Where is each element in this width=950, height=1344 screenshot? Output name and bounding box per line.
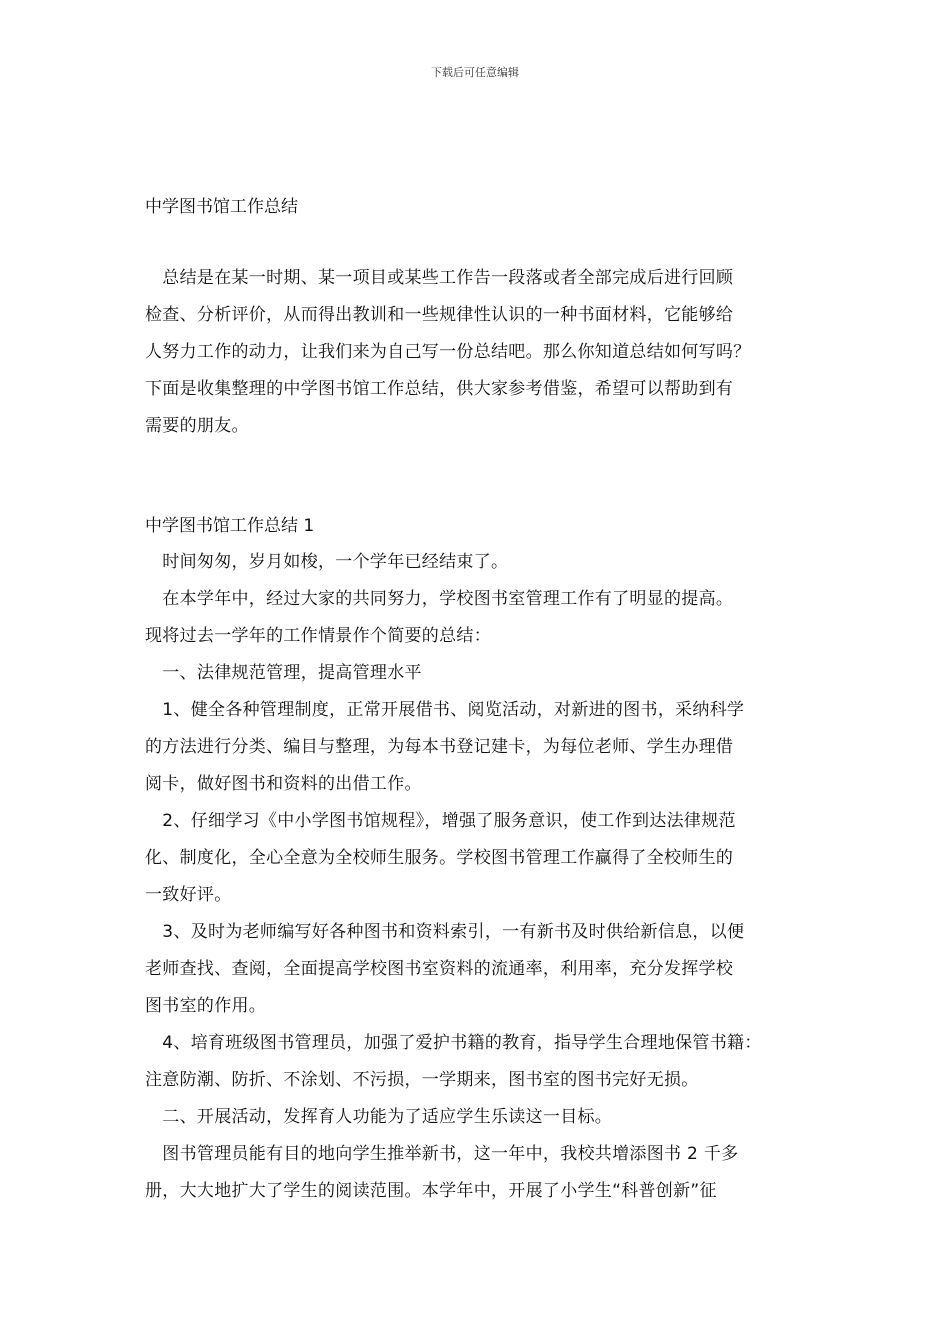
body-line: 时间匆匆，岁月如梭，一个学年已经结束了。 bbox=[145, 552, 509, 572]
body-line: 一、法律规范管理，提高管理水平 bbox=[145, 663, 422, 683]
body-line: 老师查找、查阅，全面提高学校图书室资料的流通率，利用率，充分发挥学校 bbox=[145, 959, 734, 979]
body-line: 2、仔细学习《中小学图书馆规程》，增强了服务意识，使工作到达法律规范 bbox=[145, 811, 736, 831]
intro-line: 检查、分析评价，从而得出教训和一些规律性认识的一种书面材料，它能够给 bbox=[145, 305, 734, 325]
body-line: 图书室的作用。 bbox=[145, 996, 267, 1016]
document-title: 中学图书馆工作总结 bbox=[145, 197, 298, 217]
intro-line: 人努力工作的动力，让我们来为自己写一份总结吧。那么你知道总结如何写吗？ bbox=[145, 342, 751, 362]
body-line: 图书管理员能有目的地向学生推举新书，这一年中，我校共增添图书 2 千多 bbox=[145, 1144, 739, 1164]
intro-paragraph bbox=[145, 260, 815, 445]
body-line: 一致好评。 bbox=[145, 885, 232, 905]
section-body bbox=[145, 544, 815, 1210]
body-line: 注意防潮、防折、不涂划、不污损，一学期来，图书室的图书完好无损。 bbox=[145, 1070, 699, 1090]
body-line: 3、及时为老师编写好各种图书和资料索引，一有新书及时供给新信息，以便 bbox=[145, 922, 745, 942]
body-line: 二、开展活动，发挥育人功能为了适应学生乐读这一目标。 bbox=[145, 1107, 613, 1127]
body-line: 的方法进行分类、编目与整理，为每本书登记建卡，为每位老师、学生办理借 bbox=[145, 737, 734, 757]
body-line: 现将过去一学年的工作情景作个简要的总结： bbox=[145, 626, 491, 646]
body-line: 册，大大地扩大了学生的阅读范围。本学年中，开展了小学生“科普创新”征 bbox=[145, 1181, 717, 1201]
body-line: 化、制度化，全心全意为全校师生服务。学校图书管理工作赢得了全校师生的 bbox=[145, 848, 734, 868]
page-header-note: 下载后可任意编辑 bbox=[431, 66, 519, 79]
body-line: 4、培育班级图书管理员，加强了爱护书籍的教育，指导学生合理地保管书籍： bbox=[145, 1033, 762, 1053]
intro-line: 总结是在某一时期、某一项目或某些工作告一段落或者全部完成后进行回顾 bbox=[145, 268, 734, 288]
body-line: 阅卡，做好图书和资料的出借工作。 bbox=[145, 774, 422, 794]
intro-line: 需要的朋友。 bbox=[145, 416, 249, 436]
body-line: 1、健全各种管理制度，正常开展借书、阅览活动，对新进的图书，采纳科学 bbox=[145, 700, 745, 720]
section-title: 中学图书馆工作总结 1 bbox=[145, 516, 315, 536]
intro-line: 下面是收集整理的中学图书馆工作总结，供大家参考借鉴，希望可以帮助到有 bbox=[145, 379, 734, 399]
body-line: 在本学年中，经过大家的共同努力，学校图书室管理工作有了明显的提高。 bbox=[145, 589, 734, 609]
